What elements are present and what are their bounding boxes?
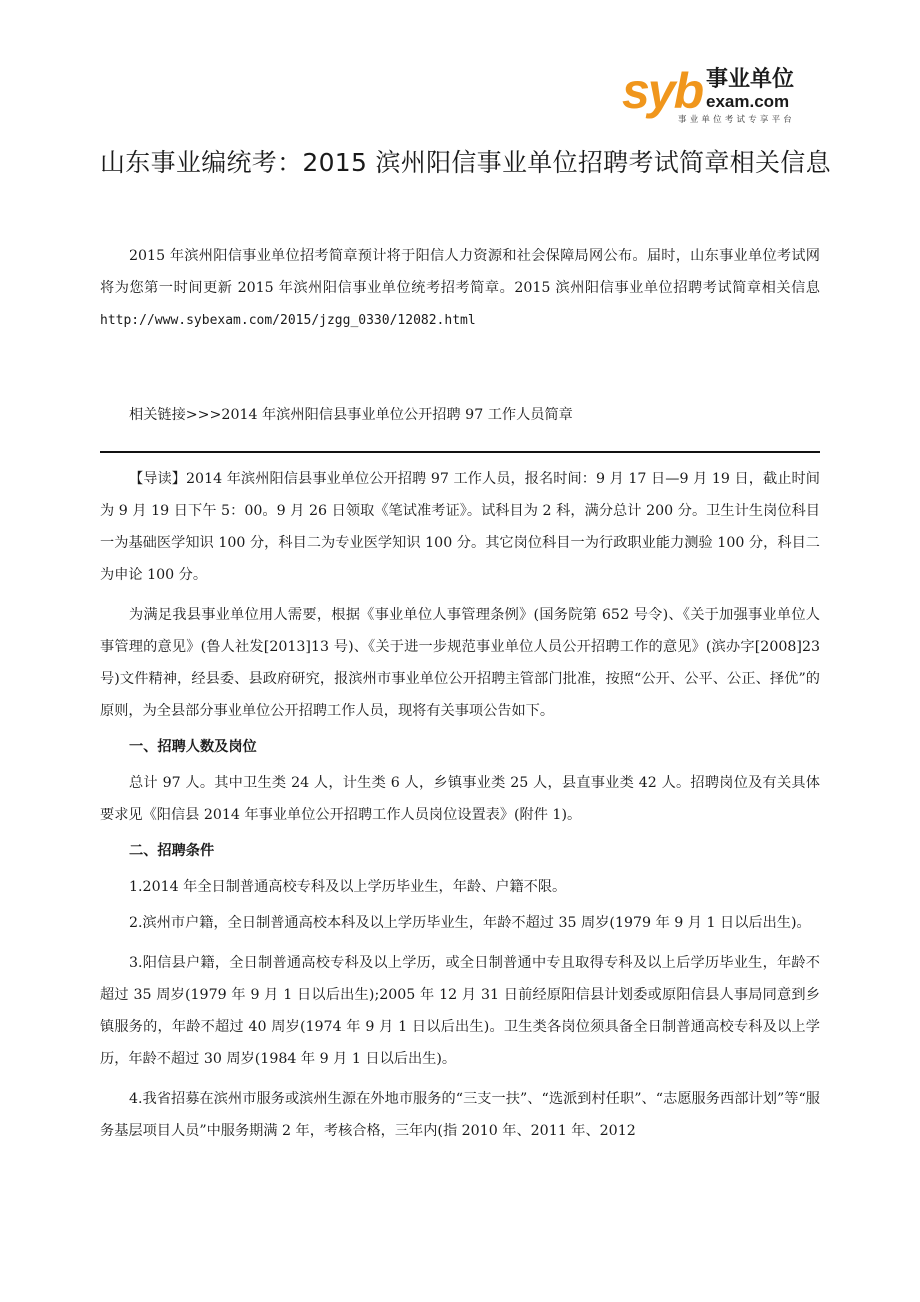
article-body [100,463,820,1147]
intro-paragraph [100,240,820,337]
positions-paragraph: 总计 97 人。其中卫生类 24 人，计生类 6 人，乡镇事业类 25 人，县直事业类 42 人。招聘岗位及有关具体要求见《阳信县 2014 年事业单位公开招聘工作人员岗位设置表》(附件 1)。 [100,775,820,823]
lead-paragraph: 【导读】2014 年滨州阳信县事业单位公开招聘 97 工作人员，报名时间：9 月 17 日—9 月 19 日，截止时间为 9 月 19 日下午 5：00。9 月 26 日领取《笔试准考证》。试科目为 2 科，满分总计 200 分。卫生计生岗位科目一为基础医学知识 100 分，科目二为专业医学知识 100 分。其它岗位科目一为行政职业能力测验 100 分，科目二为申论 100 分。 [100,471,820,583]
site-logo[interactable] [622,64,822,130]
related-link[interactable]: 相关链接>>>2014 年滨州阳信县事业单位公开招聘 97 工作人员简章 [129,407,573,423]
section-heading-positions: 一、招聘人数及岗位 [129,739,257,755]
logo-tagline: 事业单位考试专享平台 [678,115,796,125]
condition-item-2: 2.滨州市户籍，全日制普通高校本科及以上学历毕业生，年龄不超过 35 周岁(1979 年 9 月 1 日以后出生)。 [129,915,811,931]
section-divider [100,451,820,453]
condition-item-1: 1.2014 年全日制普通高校专科及以上学历毕业生，年龄、户籍不限。 [129,879,567,895]
logo-name: 事业单位 [706,67,795,92]
basis-paragraph: 为满足我县事业单位用人需要，根据《事业单位人事管理条例》(国务院第 652 号令)、《关于加强事业单位人事管理的意见》(鲁人社发[2013]13 号)、《关于进一步规范事业单位人员公开招聘工作的意见》(滨办字[2008]23 号)文件精神，经县委、县政府研究，报滨州市事业单位公开招聘主管部门批准，按照“公开、公平、公正、择优”的原则，为全县部分事业单位公开招聘工作人员，现将有关事项公告如下。 [100,607,820,719]
condition-item-3: 3.阳信县户籍，全日制普通高校专科及以上学历，或全日制普通中专且取得专科及以上后学历毕业生，年龄不超过 35 周岁(1979 年 9 月 1 日以后出生);2005 年 12 月 31 日前经原阳信县计划委或原阳信县人事局同意到乡镇服务的，年龄不超过 40 周岁(1974 年 9 月 1 日以后出生)。卫生类各岗位须具备全日制普通高校专科及以上学历，年龄不超过 30 周岁(1984 年 9 月 1 日以后出生)。 [100,955,820,1067]
condition-item-4: 4.我省招募在滨州市服务或滨州生源在外地市服务的“三支一扶”、“选派到村任职”、“志愿服务西部计划”等“服务基层项目人员”中服务期满 2 年，考核合格，三年内(指 2010 年、2011 年、2012 [100,1091,820,1139]
intro-text: 2015 年滨州阳信事业单位招考简章预计将于阳信人力资源和社会保障局网公布。届时，山东事业单位考试网将为您第一时间更新 2015 年滨州阳信事业单位统考招考简章。2015 滨州阳信事业单位招聘考试简章相关信息 [100,248,820,296]
page-title: 山东事业编统考：2015 滨州阳信事业单位招聘考试简章相关信息 [100,148,831,177]
logo-domain: exam.com [706,92,790,111]
source-link[interactable]: http://www.sybexam.com/2015/jzgg_0330/12082.html [100,313,476,328]
section-heading-conditions: 二、招聘条件 [129,843,215,859]
logo-brand: syb [622,63,703,119]
